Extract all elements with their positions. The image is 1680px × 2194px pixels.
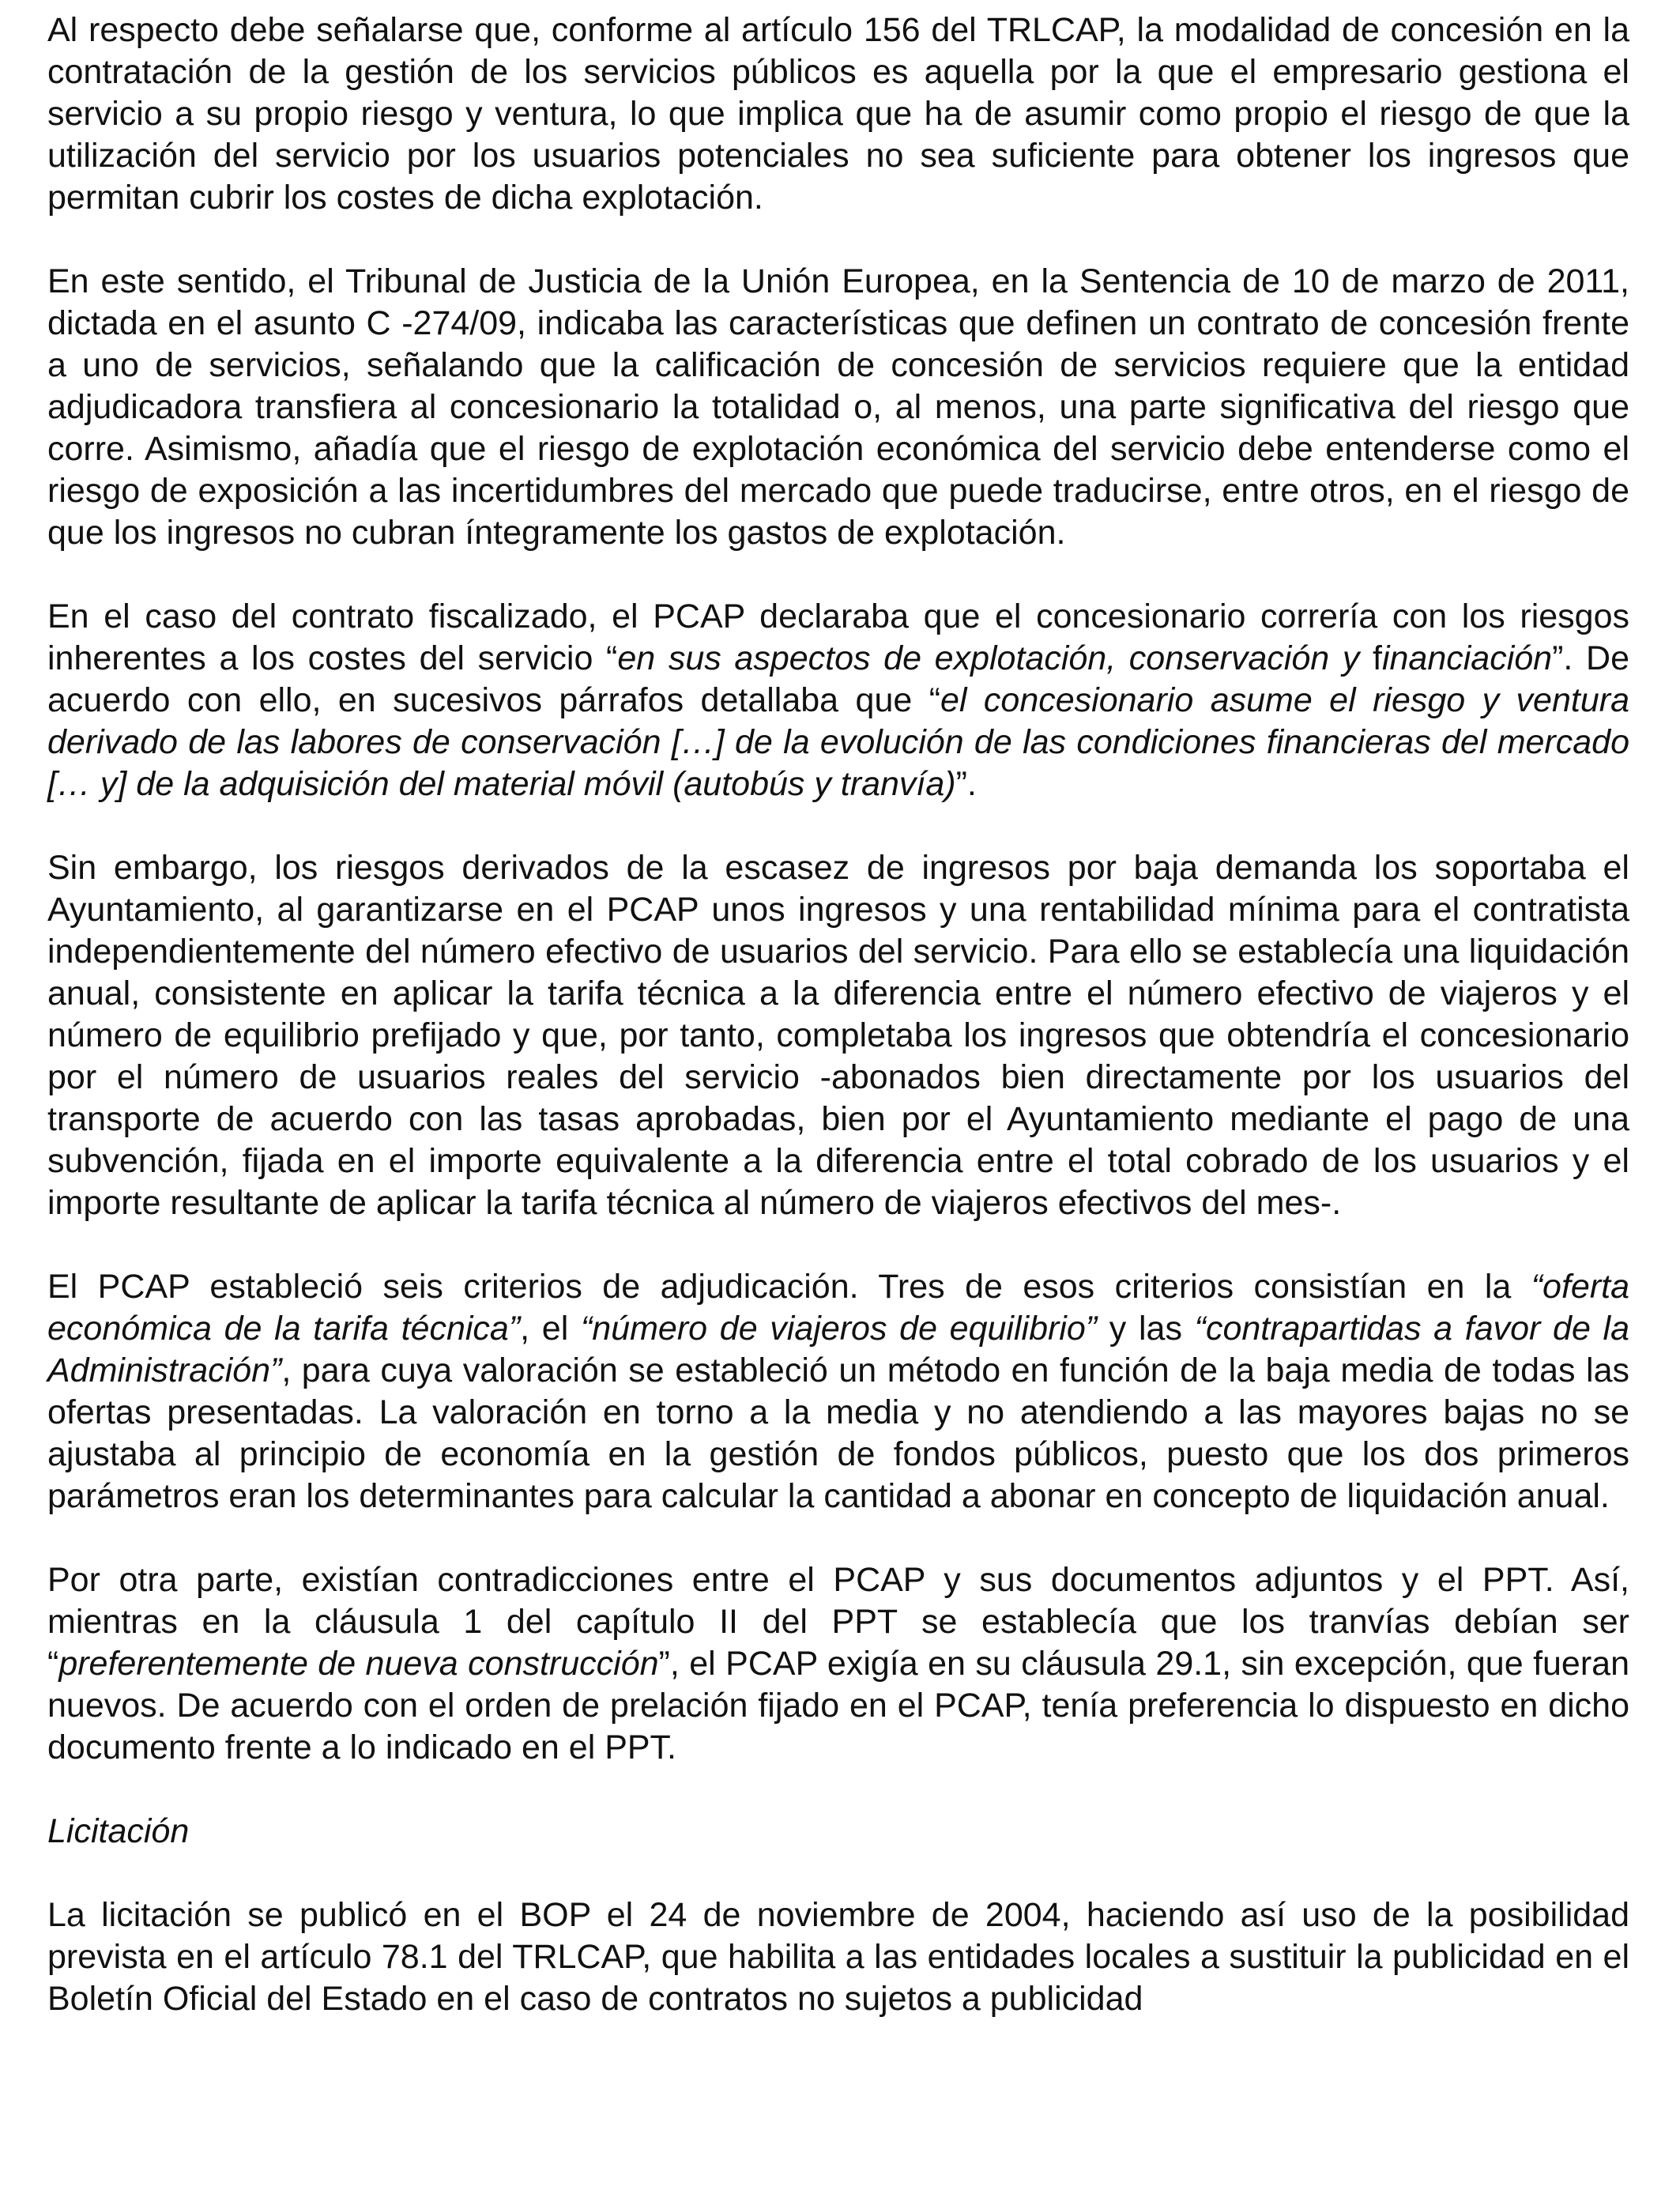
paragraph-award-criteria (47, 1266, 1629, 1517)
text-run: En el caso del contrato fiscalizado, el PCAP declaraba que el concesionario correría con los riesgos inherentes a los costes del servicio “ (47, 598, 1629, 677)
text-run: ”. (955, 765, 977, 803)
quote-run: preferentemente de nueva construcción (58, 1645, 659, 1683)
text-run: y las (1097, 1310, 1195, 1348)
quote-run: “número de viajeros de equilibrio” (580, 1310, 1098, 1348)
text-run: f (1359, 639, 1382, 677)
section-heading-licitacion: Licitación (47, 1812, 190, 1850)
paragraph-contradictions (47, 1559, 1629, 1769)
paragraph-eu-court-ruling: En este sentido, el Tribunal de Justicia de la Unión Europea, en la Sentencia de 10 de marzo de 2011, dictada en el asunto C -274/09, indicaba las características que definen un contrato de concesión frente a uno de servicios, señalando que la calificación de concesión de servicios requiere que la entidad adjudicadora transfiera al concesionario la totalidad o, al menos, una parte significativa del riesgo que corre. Asimismo, añadía que el riesgo de explotación económica del servicio debe entenderse como el riesgo de exposición a las incertidumbres del mercado que puede traducirse, entre otros, en el riesgo de que los ingresos no cubran íntegramente los gastos de explotación. (47, 262, 1629, 552)
quote-run: en sus aspectos de explotación, conservación y (617, 639, 1360, 677)
quote-run: el concesionario asume el riesgo y ventura derivado de las labores de conservación […] de la evolución de las condiciones financieras del mercado [… y] de la adquisición del material móvil (autobús y tranvía) (47, 681, 1629, 803)
paragraph-concession-definition: Al respecto debe señalarse que, conforme al artículo 156 del TRLCAP, la modalidad de concesión en la contratación de la gestión de los servicios públicos es aquella por la que el empresario gestiona el servicio a su propio riesgo y ventura, lo que implica que ha de asumir como propio el riesgo de que la utilización del servicio por los usuarios potenciales no sea suficiente para obtener los ingresos que permitan cubrir los costes de dicha explotación. (47, 11, 1629, 217)
paragraph-pcap-risks (47, 596, 1629, 805)
paragraph-licitacion: La licitación se publicó en el BOP el 24 de noviembre de 2004, haciendo así uso de la posibilidad prevista en el artículo 78.1 del TRLCAP, que habilita a las entidades locales a sustituir la publicidad en el Boletín Oficial del Estado en el caso de contratos no sujetos a publicidad (47, 1896, 1629, 2018)
quote-run: inanciación (1381, 639, 1553, 677)
document-page (47, 9, 1629, 2020)
text-run: Por otra parte, existían contradicciones entre el PCAP y sus documentos adjuntos y el PPT. Así, mientras en la cláusula 1 del capítulo II del PPT se establecía que los tranvías debían ser “ (47, 1561, 1629, 1683)
text-run: ”. De acuerdo con ello, en sucesivos párrafos detallaba que “ (47, 639, 1629, 719)
text-run: , el (520, 1310, 581, 1348)
text-run: , para cuya valoración se estableció un método en función de la baja media de todas las ofertas presentadas. La valoración en torno a la media y no atendiendo a las mayores bajas no se ajustaba al principio de economía en la gestión de fondos públicos, puesto que los dos primeros parámetros eran los determinantes para calcular la cantidad a abonar en concepto de liquidación anual. (47, 1351, 1629, 1515)
text-run: ”, el PCAP exigía en su cláusula 29.1, sin excepción, que fueran nuevos. De acuerdo con el orden de prelación fijado en el PCAP, tenía preferencia lo dispuesto en dicho documento frente a lo indicado en el PPT. (47, 1645, 1629, 1766)
quote-run: “oferta económica de la tarifa técnica” (47, 1268, 1629, 1348)
quote-run: “contrapartidas a favor de la Administración” (47, 1310, 1630, 1389)
paragraph-demand-risk: Sin embargo, los riesgos derivados de la escasez de ingresos por baja demanda los soportaba el Ayuntamiento, al garantizarse en el PCAP unos ingresos y una rentabilidad mínima para el contratista independientemente del número efectivo de usuarios del servicio. Para ello se establecía una liquidación anual, consistente en aplicar la tarifa técnica a la diferencia entre el número efectivo de viajeros y el número de equilibrio prefijado y que, por tanto, completaba los ingresos que obtendría el concesionario por el número de usuarios reales del servicio -abonados bien directamente por los usuarios del transporte de acuerdo con las tasas aprobadas, bien por el Ayuntamiento mediante el pago de una subvención, fijada en el importe equivalente a la diferencia entre el total cobrado de los usuarios y el importe resultante de aplicar la tarifa técnica al número de viajeros efectivos del mes-. (47, 849, 1629, 1222)
text-run: El PCAP estableció seis criterios de adjudicación. Tres de esos criterios consistían en la (47, 1268, 1531, 1306)
